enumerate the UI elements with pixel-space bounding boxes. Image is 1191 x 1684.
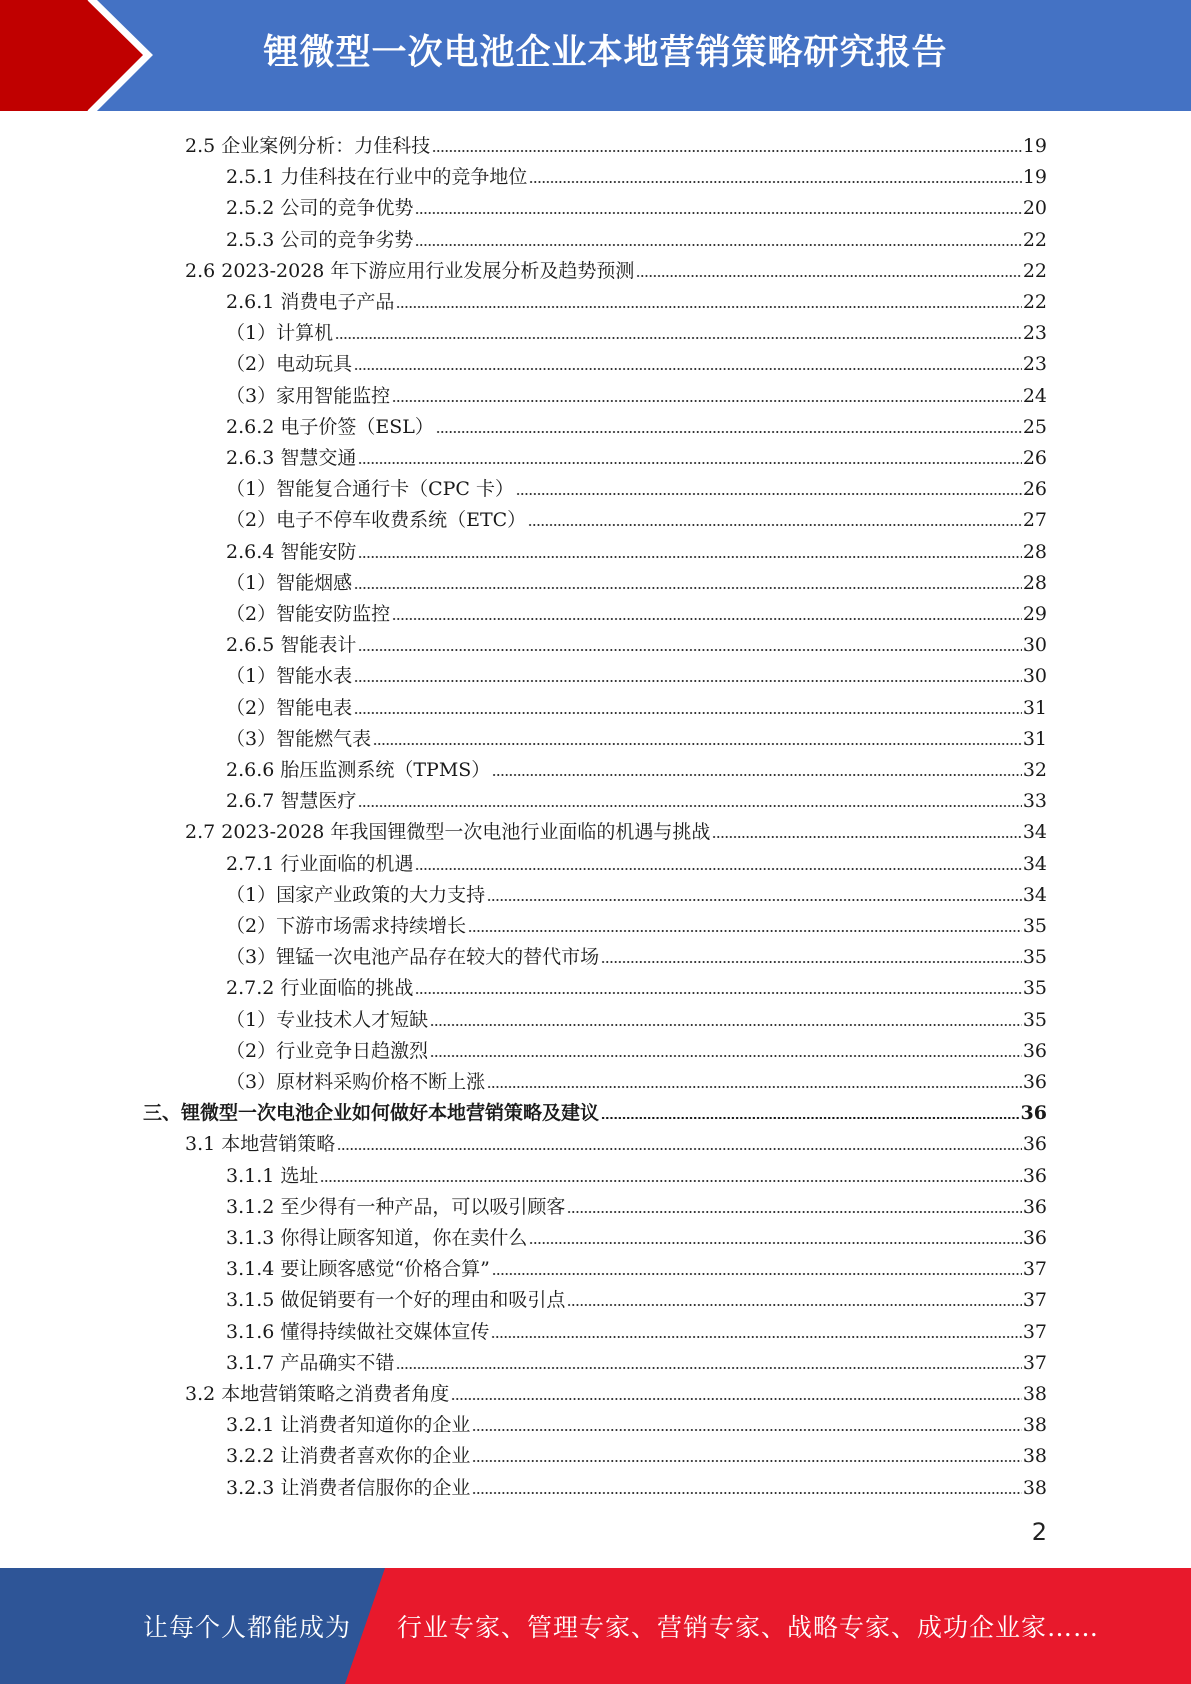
toc-entry-page: 33 bbox=[1022, 790, 1047, 813]
toc-dot-leader bbox=[392, 618, 1022, 620]
toc-entry-title: 2.6.2 电子价签（ESL） bbox=[226, 415, 434, 438]
toc-dot-leader bbox=[491, 1336, 1021, 1338]
toc-dot-leader bbox=[601, 961, 1022, 963]
toc-entry[interactable] bbox=[226, 1406, 1047, 1436]
toc-dot-leader bbox=[415, 992, 1021, 994]
toc-dot-leader bbox=[432, 150, 1022, 152]
toc-entry-page: 34 bbox=[1022, 821, 1047, 844]
toc-entry-title: 2.7 2023-2028 年我国锂微型一次电池行业面临的机遇与挑战 bbox=[185, 821, 711, 844]
toc-entry[interactable] bbox=[226, 1063, 1047, 1093]
toc-entry-title: 3.2 本地营销策略之消费者角度 bbox=[185, 1383, 450, 1405]
toc-entry-page: 19 bbox=[1022, 135, 1047, 157]
toc-dot-leader bbox=[396, 306, 1021, 308]
toc-entry-title: 3.2.2 让消费者喜欢你的企业 bbox=[226, 1445, 471, 1468]
toc-entry-page: 31 bbox=[1022, 727, 1047, 750]
toc-dot-leader bbox=[415, 212, 1021, 214]
toc-dot-leader bbox=[320, 1180, 1021, 1182]
toc-entry-title: 2.5 企业案例分析：力佳科技 bbox=[185, 135, 431, 157]
toc-entry-title: 2.5.3 公司的竞争劣势 bbox=[226, 228, 414, 251]
toc-entry[interactable] bbox=[226, 1313, 1047, 1343]
toc-entry-title: 2.5.1 力佳科技在行业中的竞争地位 bbox=[226, 166, 528, 189]
toc-dot-leader bbox=[472, 1492, 1021, 1494]
toc-entry-title: 3.1.6 懂得持续做社交媒体宣传 bbox=[226, 1320, 490, 1343]
toc-entry[interactable] bbox=[226, 782, 1047, 812]
toc-entry[interactable] bbox=[226, 345, 1047, 375]
toc-dot-leader bbox=[451, 1398, 1022, 1400]
toc-entry-title: 2.5.2 公司的竞争优势 bbox=[226, 197, 414, 220]
toc-entry-page: 23 bbox=[1022, 322, 1047, 345]
toc-entry[interactable] bbox=[226, 377, 1047, 407]
toc-dot-leader bbox=[415, 244, 1021, 246]
toc-entry[interactable] bbox=[226, 657, 1047, 687]
toc-dot-leader bbox=[528, 524, 1022, 526]
toc-entry[interactable] bbox=[226, 907, 1047, 937]
toc-entry[interactable] bbox=[226, 439, 1047, 469]
toc-entry[interactable] bbox=[226, 1157, 1047, 1187]
toc-entry-title: （2）智能电表 bbox=[226, 696, 353, 719]
toc-entry[interactable] bbox=[226, 1281, 1047, 1311]
toc-entry-page: 36 bbox=[1022, 1133, 1047, 1156]
toc-dot-leader bbox=[492, 1273, 1022, 1275]
toc-dot-leader bbox=[492, 774, 1022, 776]
report-title: 锂微型一次电池企业本地营销策略研究报告 bbox=[263, 33, 948, 73]
toc-entry-title: （1）国家产业政策的大力支持 bbox=[226, 883, 486, 906]
toc-entry-page: 19 bbox=[1022, 166, 1047, 189]
toc-dot-leader bbox=[487, 899, 1022, 901]
toc-entry[interactable] bbox=[226, 1344, 1047, 1374]
toc-dot-leader bbox=[358, 462, 1021, 464]
toc-entry-title: 3.1.3 你得让顾客知道，你在卖什么 bbox=[226, 1227, 528, 1249]
toc-dot-leader bbox=[354, 587, 1022, 589]
toc-entry-title: 3.1.2 至少得有一种产品，可以吸引顾客 bbox=[226, 1195, 566, 1218]
toc-dot-leader bbox=[712, 836, 1021, 838]
toc-entry-title: 3.1.1 选址 bbox=[226, 1164, 319, 1187]
toc-entry[interactable] bbox=[226, 751, 1047, 781]
toc-entry[interactable] bbox=[226, 564, 1047, 594]
toc-entry[interactable] bbox=[185, 813, 1047, 843]
toc-entry-title: 3.1.4 要让顾客感觉“价格合算” bbox=[226, 1258, 490, 1281]
toc-entry-page: 29 bbox=[1022, 603, 1047, 625]
toc-dot-leader bbox=[358, 649, 1021, 651]
toc-dot-leader bbox=[472, 1460, 1021, 1462]
toc-entry-title: （2）下游市场需求持续增长 bbox=[226, 915, 467, 937]
toc-dot-leader bbox=[529, 1242, 1021, 1244]
toc-dot-leader bbox=[358, 556, 1021, 558]
toc-entry-page: 36 bbox=[1022, 1195, 1047, 1218]
toc-dot-leader bbox=[396, 1367, 1021, 1369]
toc-entry-page: 35 bbox=[1022, 1008, 1047, 1031]
toc-entry-page: 34 bbox=[1022, 883, 1047, 906]
toc-dot-leader bbox=[392, 400, 1022, 402]
toc-entry-page: 38 bbox=[1022, 1445, 1047, 1468]
toc-entry[interactable] bbox=[226, 595, 1047, 625]
toc-entry[interactable] bbox=[185, 252, 1047, 282]
toc-dot-leader bbox=[358, 805, 1021, 807]
toc-entry-page: 35 bbox=[1022, 977, 1047, 1000]
toc-entry-page: 23 bbox=[1022, 353, 1047, 376]
toc-entry-page: 34 bbox=[1022, 852, 1047, 875]
toc-entry[interactable] bbox=[226, 1250, 1047, 1280]
toc-dot-leader bbox=[468, 930, 1022, 932]
toc-dot-leader bbox=[436, 431, 1022, 433]
toc-entry-page: 36 bbox=[1022, 1071, 1047, 1093]
toc-entry-page: 36 bbox=[1022, 1227, 1047, 1249]
toc-entry-page: 22 bbox=[1022, 228, 1047, 251]
toc-entry-title: 3.1.5 做促销要有一个好的理由和吸引点 bbox=[226, 1289, 566, 1312]
toc-dot-leader bbox=[430, 1024, 1022, 1026]
toc-entry[interactable] bbox=[226, 533, 1047, 563]
footer-slogan-left: 让每个人都能成为 bbox=[143, 1613, 352, 1642]
toc-entry-title: （1）智能烟感 bbox=[226, 571, 353, 594]
toc-entry[interactable] bbox=[185, 1125, 1047, 1155]
toc-entry[interactable] bbox=[226, 720, 1047, 750]
toc-entry-title: 3.2.1 让消费者知道你的企业 bbox=[226, 1414, 471, 1437]
toc-entry-page: 37 bbox=[1022, 1351, 1047, 1374]
toc-entry[interactable] bbox=[226, 1219, 1047, 1249]
toc-entry-title: 2.6 2023-2028 年下游应用行业发展分析及趋势预测 bbox=[185, 259, 635, 282]
toc-entry-title: 三、锂微型一次电池企业如何做好本地营销策略及建议 bbox=[143, 1102, 600, 1125]
toc-entry-page: 24 bbox=[1022, 384, 1047, 407]
toc-dot-leader bbox=[415, 868, 1021, 870]
toc-entry[interactable] bbox=[185, 127, 1047, 157]
toc-entry[interactable] bbox=[226, 969, 1047, 999]
toc-entry-page: 28 bbox=[1022, 540, 1047, 563]
toc-entry[interactable] bbox=[226, 689, 1047, 719]
toc-entry[interactable] bbox=[226, 1001, 1047, 1031]
toc-entry-page: 37 bbox=[1022, 1320, 1047, 1343]
toc-entry-page: 27 bbox=[1022, 509, 1047, 532]
toc-entry-page: 38 bbox=[1022, 1383, 1047, 1405]
toc-entry[interactable] bbox=[226, 221, 1047, 251]
toc-dot-leader bbox=[529, 181, 1021, 183]
toc-entry[interactable] bbox=[226, 1469, 1047, 1499]
toc-entry-page: 30 bbox=[1022, 634, 1047, 657]
toc-entry[interactable] bbox=[185, 1375, 1047, 1405]
toc-entry-title: 2.6.7 智慧医疗 bbox=[226, 790, 357, 813]
toc-dot-leader bbox=[354, 368, 1022, 370]
toc-entry[interactable] bbox=[226, 470, 1047, 500]
toc-entry-page: 35 bbox=[1022, 946, 1047, 969]
toc-entry-page: 35 bbox=[1022, 915, 1047, 937]
toc-dot-leader bbox=[636, 275, 1021, 277]
toc-entry[interactable] bbox=[226, 1188, 1047, 1218]
toc-dot-leader bbox=[335, 337, 1022, 339]
toc-entry[interactable] bbox=[143, 1094, 1047, 1124]
toc-entry-page: 26 bbox=[1022, 478, 1047, 501]
toc-entry-page: 38 bbox=[1022, 1476, 1047, 1499]
toc-entry[interactable] bbox=[226, 158, 1047, 188]
toc-entry[interactable] bbox=[226, 1032, 1047, 1062]
toc-entry-page: 37 bbox=[1022, 1289, 1047, 1312]
toc-entry-title: 2.6.4 智能安防 bbox=[226, 540, 357, 563]
toc-entry-title: （1）计算机 bbox=[226, 322, 334, 345]
toc-entry-title: 2.7.2 行业面临的挑战 bbox=[226, 977, 414, 1000]
toc-entry-title: （3）智能燃气表 bbox=[226, 727, 372, 750]
toc-entry[interactable] bbox=[226, 408, 1047, 438]
toc-entry-page: 25 bbox=[1022, 415, 1047, 438]
page-number: 2 bbox=[1031, 1518, 1047, 1546]
toc-entry-title: 3.2.3 让消费者信服你的企业 bbox=[226, 1476, 471, 1499]
toc-entry-page: 36 bbox=[1022, 1039, 1047, 1062]
toc-entry[interactable] bbox=[226, 501, 1047, 531]
toc-entry-title: （2）智能安防监控 bbox=[226, 603, 391, 625]
toc-entry-title: （3）原材料采购价格不断上涨 bbox=[226, 1071, 486, 1093]
toc-entry-title: （1）智能水表 bbox=[226, 665, 353, 688]
toc-dot-leader bbox=[430, 1055, 1022, 1057]
toc-entry-title: 3.1.7 产品确实不错 bbox=[226, 1351, 395, 1374]
toc-dot-leader bbox=[567, 1304, 1021, 1306]
toc-dot-leader bbox=[516, 493, 1022, 495]
toc-entry-title: 2.6.6 胎压监测系统（TPMS） bbox=[226, 759, 491, 781]
toc-entry-title: 2.6.3 智慧交通 bbox=[226, 447, 357, 469]
toc-entry[interactable] bbox=[226, 626, 1047, 656]
toc-entry-title: 3.1 本地营销策略 bbox=[185, 1133, 336, 1156]
toc-entry-page: 32 bbox=[1022, 759, 1047, 781]
toc-entry[interactable] bbox=[226, 1437, 1047, 1467]
toc-entry-title: （3）锂锰一次电池产品存在较大的替代市场 bbox=[226, 946, 600, 969]
toc-entry-title: 2.6.1 消费电子产品 bbox=[226, 291, 395, 313]
toc-dot-leader bbox=[373, 743, 1022, 745]
toc-entry-page: 26 bbox=[1022, 447, 1047, 469]
toc-entry-page: 31 bbox=[1022, 696, 1047, 719]
toc-entry-title: 2.6.5 智能表计 bbox=[226, 634, 357, 657]
toc-entry-page: 38 bbox=[1022, 1414, 1047, 1437]
toc-entry-page: 22 bbox=[1022, 259, 1047, 282]
toc-entry-page: 20 bbox=[1022, 197, 1047, 220]
toc-entry-title: （1）智能复合通行卡（CPC 卡） bbox=[226, 478, 514, 501]
toc-entry[interactable] bbox=[226, 314, 1047, 344]
toc-entry[interactable] bbox=[226, 189, 1047, 219]
toc-entry-page: 22 bbox=[1022, 291, 1047, 313]
header-banner bbox=[0, 0, 1191, 111]
toc-entry-title: 2.7.1 行业面临的机遇 bbox=[226, 852, 414, 875]
toc-entry-title: （2）电子不停车收费系统（ETC） bbox=[226, 509, 527, 532]
toc-entry-page: 30 bbox=[1022, 665, 1047, 688]
toc-dot-leader bbox=[472, 1429, 1021, 1431]
toc-entry-title: （2）行业竞争日趋激烈 bbox=[226, 1039, 429, 1062]
toc-entry[interactable] bbox=[226, 845, 1047, 875]
toc-entry[interactable] bbox=[226, 938, 1047, 968]
footer-slogan-right: 行业专家、管理专家、营销专家、战略专家、成功企业家…… bbox=[397, 1613, 1100, 1642]
toc-entry[interactable] bbox=[226, 283, 1047, 313]
toc-entry-title: （1）专业技术人才短缺 bbox=[226, 1008, 429, 1031]
toc-entry-title: （2）电动玩具 bbox=[226, 353, 353, 376]
toc-entry-page: 28 bbox=[1022, 571, 1047, 594]
toc-dot-leader bbox=[601, 1117, 1020, 1119]
toc-entry-page: 36 bbox=[1022, 1164, 1047, 1187]
toc-dot-leader bbox=[487, 1086, 1022, 1088]
toc-entry-page: 37 bbox=[1022, 1258, 1047, 1281]
toc-dot-leader bbox=[337, 1148, 1022, 1150]
toc-dot-leader bbox=[567, 1211, 1021, 1213]
toc-entry[interactable] bbox=[226, 876, 1047, 906]
toc-entry-title: （3）家用智能监控 bbox=[226, 384, 391, 407]
toc-entry-page: 36 bbox=[1020, 1102, 1047, 1125]
toc-dot-leader bbox=[354, 712, 1022, 714]
toc-dot-leader bbox=[354, 680, 1022, 682]
